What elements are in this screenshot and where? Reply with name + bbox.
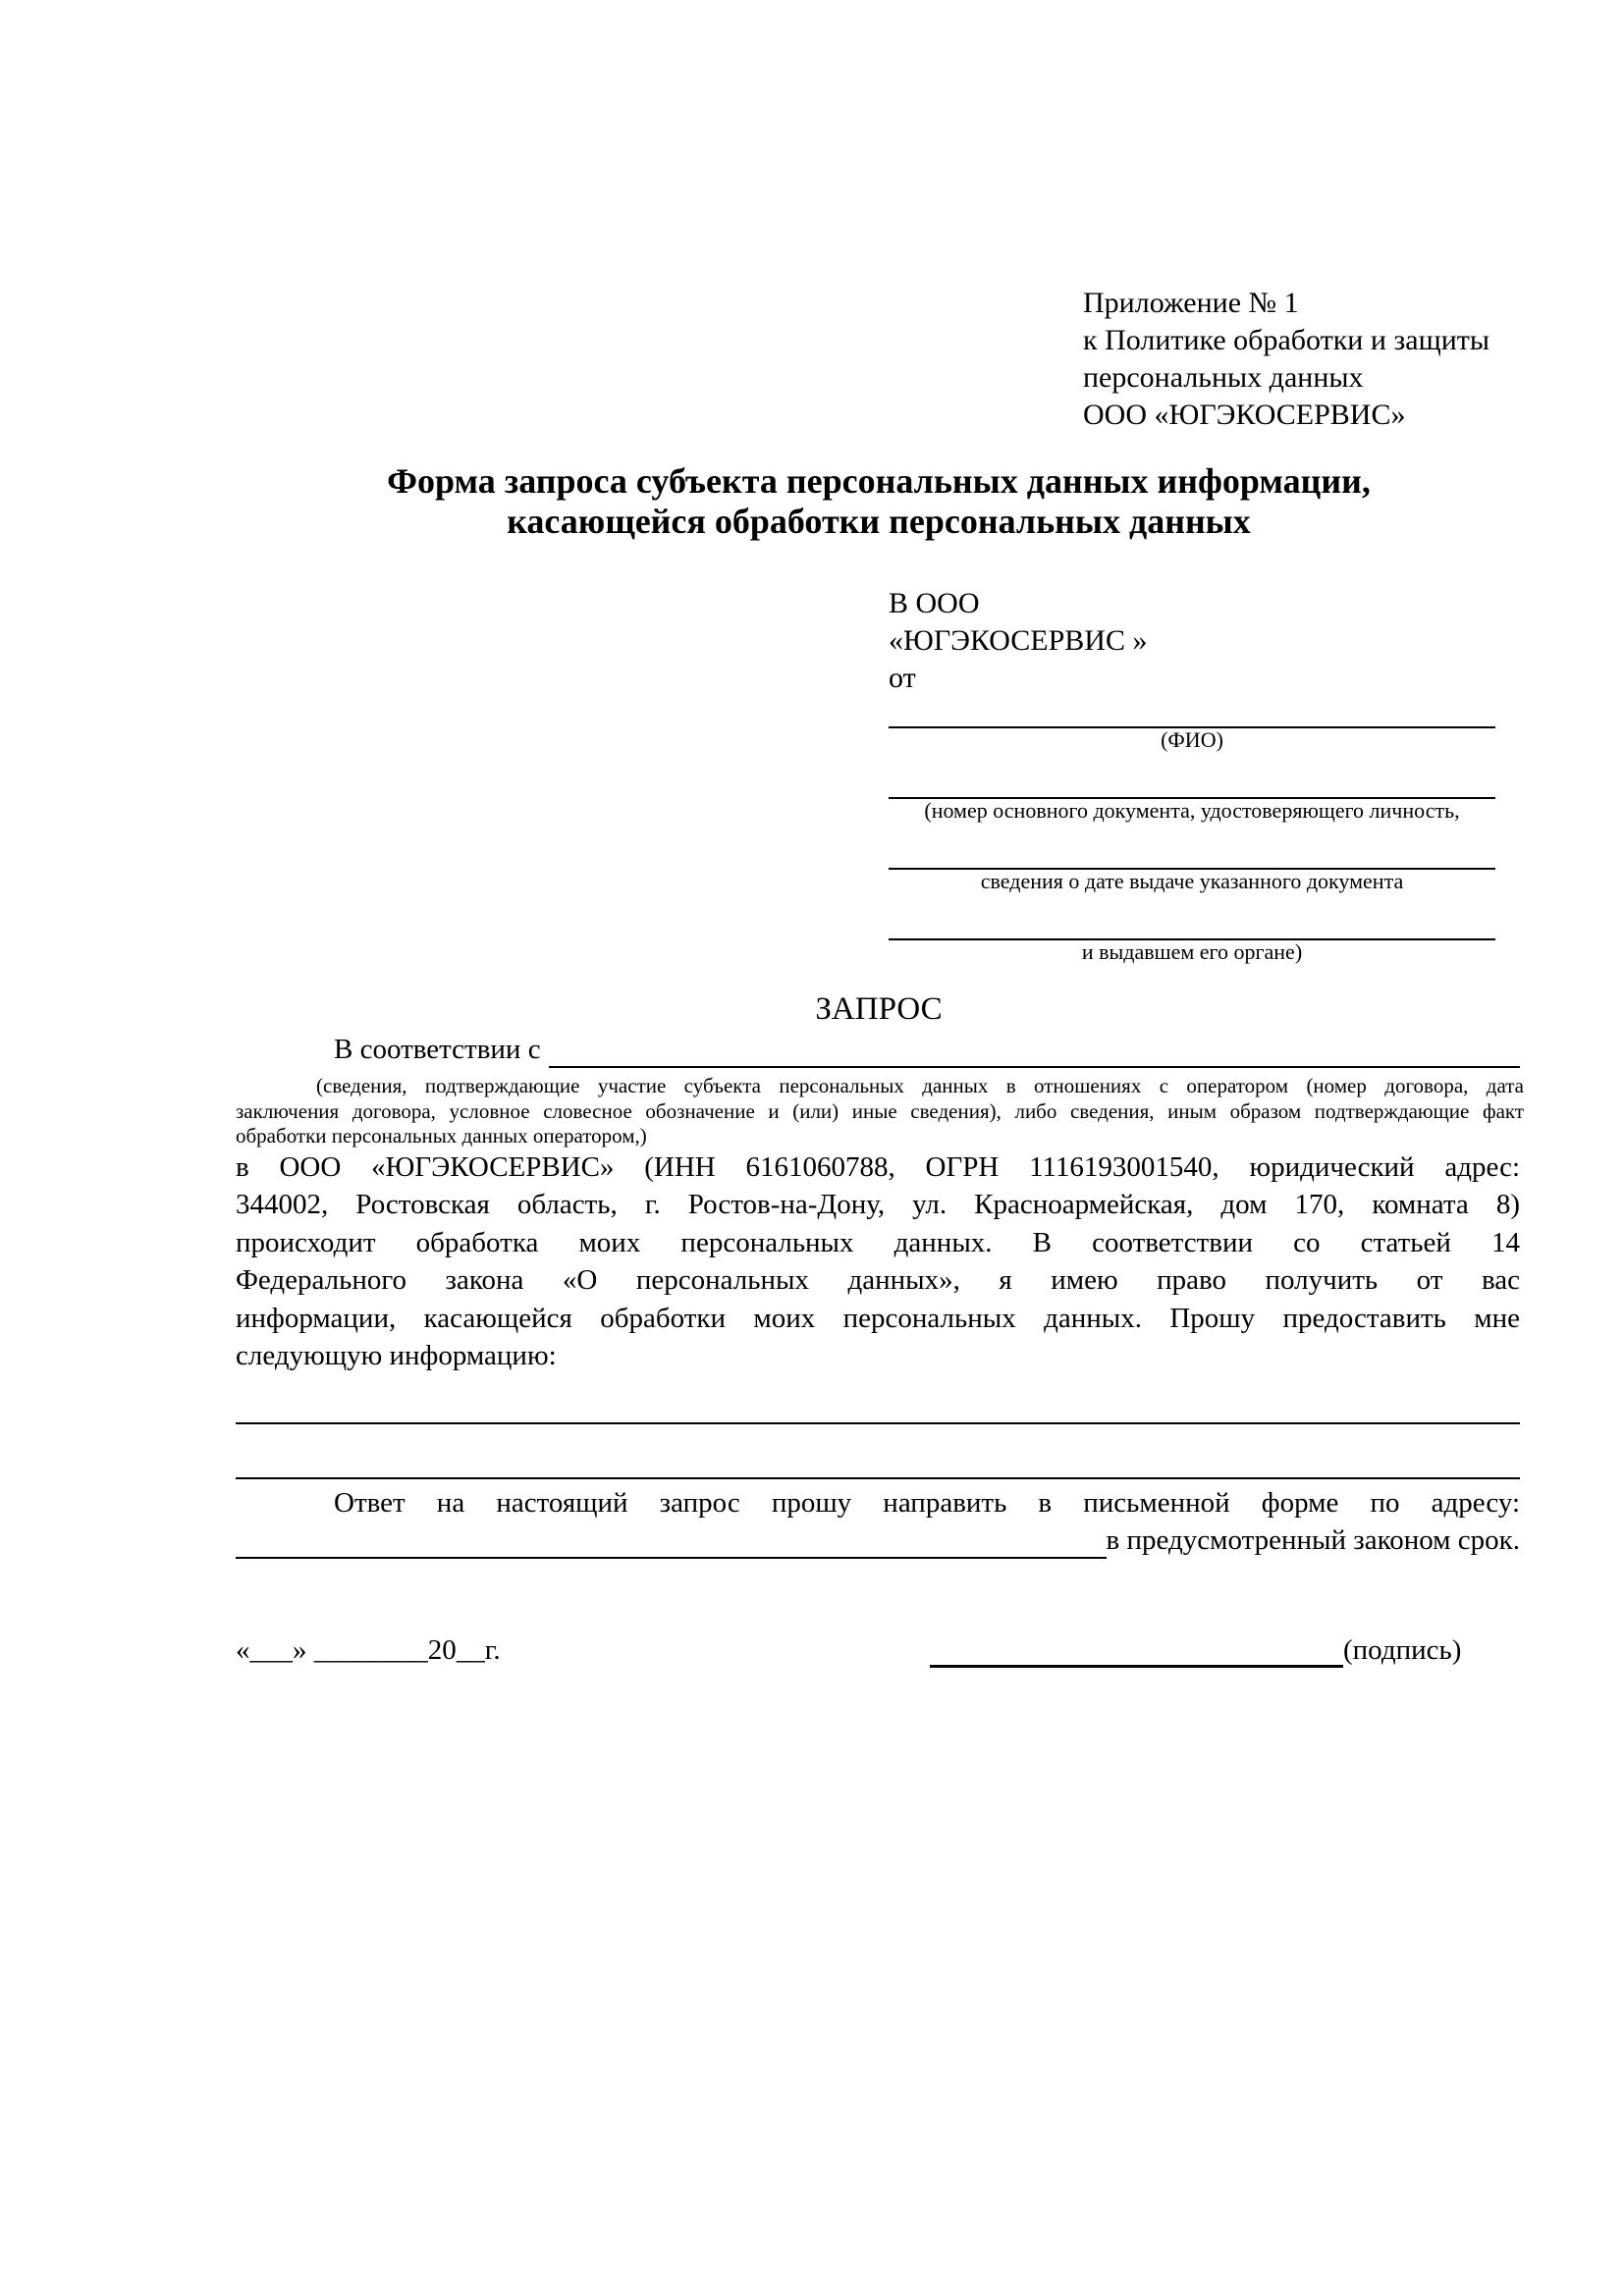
document-number-blank-line: [889, 752, 1495, 799]
fio-caption: (ФИО): [1161, 727, 1223, 752]
body-line: следующую информацию:: [236, 1340, 557, 1372]
blank-write-in-line: [236, 1477, 1520, 1479]
reply-tail-text: в предусмотренный законом срок.: [1106, 1524, 1520, 1556]
addressee-to-line: «ЮГЭКОСЕРВИС »: [889, 624, 1148, 657]
reply-address-blank-line: [236, 1522, 1107, 1559]
body-line: информации, касающейся обработки моих персональных данных. Прошу предоставить мне: [236, 1302, 1520, 1334]
request-heading: ЗАПРОС: [815, 991, 943, 1027]
reply-address-row: [236, 1522, 1520, 1559]
note-line: заключения договора, условное словесное обозначение и (или) иные сведения), либо сведения, иным образом подтверждающие факт: [236, 1098, 1524, 1123]
signature-blank-line: [930, 1631, 1343, 1668]
note-line: обработки персональных данных оператором,): [236, 1124, 647, 1148]
body-line: происходит обработка моих персональных данных. В соответствии со статьей 14: [236, 1226, 1520, 1258]
body-line: в ООО «ЮГЭКОСЕРВИС» (ИНН 6161060788, ОГРН 1116193001540, юридический адрес:: [236, 1151, 1520, 1183]
issuing-authority-caption: и выдавшем его органе): [1081, 939, 1303, 964]
accordance-row: [236, 1031, 1520, 1068]
appendix-line: ООО «ЮГЭКОСЕРВИС»: [1083, 399, 1406, 431]
appendix-line: персональных данных: [1083, 361, 1364, 394]
addressee-from-label: от: [889, 662, 916, 694]
explanatory-note: [236, 1074, 1524, 1149]
page-title-line: касающейся обработки персональных данных: [507, 502, 1251, 541]
signature-caption: (подпись): [1343, 1634, 1462, 1666]
accordance-blank-line: [549, 1031, 1520, 1068]
appendix-line: Приложение № 1: [1083, 287, 1299, 319]
addressee-block: [889, 585, 1495, 964]
page-title: [236, 461, 1522, 542]
reply-request-line: Ответ на настоящий запрос прошу направить в письменной форме по адресу:: [334, 1487, 1520, 1519]
body-paragraph: [236, 1148, 1520, 1374]
blank-write-in-line: [236, 1422, 1520, 1424]
appendix-header: [1083, 285, 1505, 434]
appendix-line: к Политике обработки и защиты: [1083, 324, 1490, 356]
date-blank: «___» ________20__г.: [236, 1634, 501, 1666]
addressee-to-line: В ООО: [889, 587, 980, 619]
issuing-authority-blank-line: [889, 893, 1495, 940]
body-line: 344002, Ростовская область, г. Ростов-на-Дону, ул. Красноармейская, дом 170, комната 8): [236, 1189, 1520, 1221]
page-title-line: Форма запроса субъекта персональных данных информации,: [387, 461, 1371, 501]
document-number-caption: (номер основного документа, удостоверяющего личность,: [924, 798, 1460, 823]
note-line: (сведения, подтверждающие участие субъекта персональных данных в отношениях с оператором (номер договора, дата: [316, 1074, 1524, 1097]
issue-date-blank-line: [889, 823, 1495, 870]
issue-date-caption: сведения о дате выдаче указанного документа: [980, 869, 1404, 893]
body-line: Федерального закона «О персональных данных», я имею право получить от вас: [236, 1264, 1520, 1297]
accordance-label: В соответствии с: [334, 1034, 541, 1065]
fio-blank-line: [889, 697, 1495, 728]
